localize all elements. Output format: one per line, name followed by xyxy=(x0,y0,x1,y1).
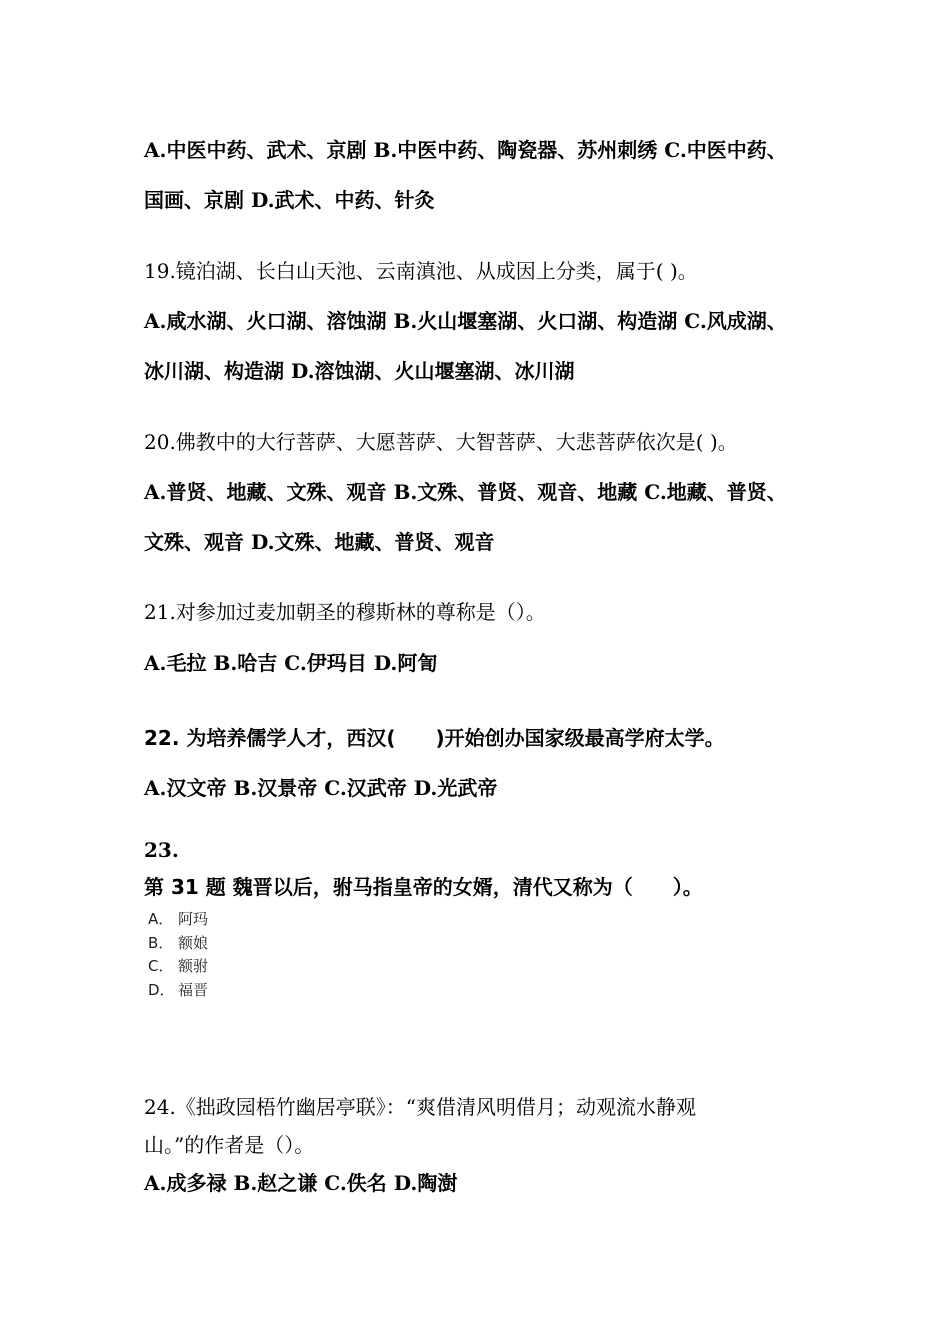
question-21-options: A.毛拉 B.哈吉 C.伊玛目 D.阿訇 xyxy=(144,651,438,675)
option-label: B． xyxy=(148,934,174,952)
option-label: C． xyxy=(148,957,174,975)
question-23-option-d xyxy=(148,981,208,999)
question-24-options: A.成多禄 B.赵之谦 C.佚名 D.陶澍 xyxy=(144,1171,458,1195)
option-text: 额驸 xyxy=(178,957,209,975)
question-24-stem-line-2: 山。”的作者是（）。 xyxy=(144,1133,315,1157)
question-18-options-line-2: 国画、京剧 D.武术、中药、针灸 xyxy=(144,188,435,212)
question-23-stem: 第 31 题 魏晋以后，驸马指皇帝的女婿，清代又称为（ ）。 xyxy=(144,875,703,899)
option-text: 额娘 xyxy=(178,934,209,952)
question-23-option-c xyxy=(148,957,208,975)
question-21-stem: 21.对参加过麦加朝圣的穆斯林的尊称是（）。 xyxy=(144,600,546,624)
question-24-stem-line-1: 24.《拙政园梧竹幽居亭联》：“爽借清风明借月；动观流水静观 xyxy=(144,1095,697,1119)
question-22-options: A.汉文帝 B.汉景帝 C.汉武帝 D.光武帝 xyxy=(144,776,498,800)
question-20-stem: 20.佛教中的大行菩萨、大愿菩萨、大智菩萨、大悲菩萨依次是( )。 xyxy=(144,430,738,454)
question-19-options-line-1: A.咸水湖、火口湖、溶蚀湖 B.火山堰塞湖、火口湖、构造湖 C.风成湖、 xyxy=(144,309,787,333)
option-text: 福晋 xyxy=(178,981,209,999)
question-19-options-line-2: 冰川湖、构造湖 D.溶蚀湖、火山堰塞湖、冰川湖 xyxy=(144,359,575,383)
question-22-stem: 22. 为培养儒学人才，西汉( )开始创办国家级最高学府太学。 xyxy=(144,726,725,750)
question-19-stem: 19.镜泊湖、长白山天池、云南滇池、从成因上分类，属于( )。 xyxy=(144,259,698,283)
option-label: D． xyxy=(148,981,175,999)
question-23-number: 23. xyxy=(144,838,179,862)
question-23-option-a xyxy=(148,910,208,928)
question-20-options-line-1: A.普贤、地藏、文殊、观音 B.文殊、普贤、观音、地藏 C.地藏、普贤、 xyxy=(144,480,787,504)
option-label: A． xyxy=(148,910,174,928)
question-20-options-line-2: 文殊、观音 D.文殊、地藏、普贤、观音 xyxy=(144,530,495,554)
question-18-options-line-1: A.中医中药、武术、京剧 B.中医中药、陶瓷器、苏州刺绣 C.中医中药、 xyxy=(144,138,787,162)
option-text: 阿玛 xyxy=(178,910,209,928)
question-23-option-b xyxy=(148,934,208,952)
